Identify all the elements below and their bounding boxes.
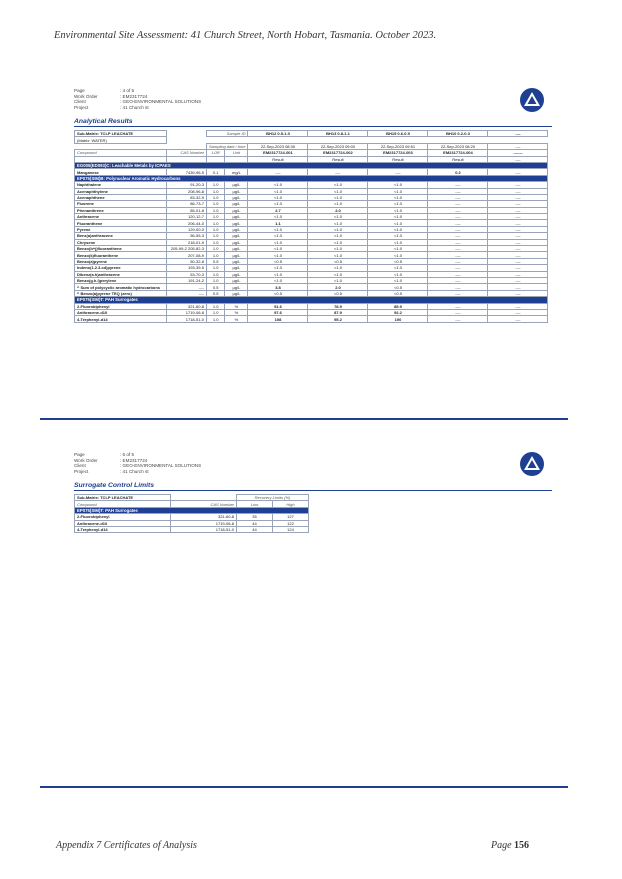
sample-id: BH15 0.6-0.9 bbox=[368, 131, 428, 137]
cas-number: 208-96-8 bbox=[167, 188, 207, 194]
result-value: <1.0 bbox=[368, 194, 428, 200]
result-value: ---- bbox=[428, 290, 488, 296]
sampling-date: 22-Sep-2023 08:30 bbox=[248, 143, 308, 149]
result-value: <1.0 bbox=[368, 271, 428, 277]
section-title: Surrogate Control Limits bbox=[74, 482, 552, 491]
meta-key: Work Order bbox=[74, 457, 98, 463]
result-value: <0.5 bbox=[368, 258, 428, 264]
cert1-meta bbox=[74, 88, 552, 116]
lor-value: 1.0 bbox=[207, 303, 225, 309]
unit-header: Unit bbox=[225, 150, 248, 156]
cas-number: 53-70-3 bbox=[167, 271, 207, 277]
compound-name: Dibenz(a.h)anthracene bbox=[75, 271, 167, 277]
result-value: <1.0 bbox=[248, 252, 308, 258]
meta-value: : GEO-ENVIRONMENTAL SOLUTIONS bbox=[120, 99, 202, 105]
compound-name: Fluorene bbox=[75, 201, 167, 207]
page-header: Environmental Site Assessment: 41 Church Street, North Hobart, Tasmania. October 2023. bbox=[54, 30, 437, 41]
unit-value: % bbox=[225, 316, 248, 322]
lab-id: EM2317724-004 bbox=[428, 150, 488, 156]
compound-name: ^ Sum of polycyclic aromatic hydrocarbons bbox=[75, 284, 167, 290]
lor-value: 1.0 bbox=[207, 214, 225, 220]
result-value: <1.0 bbox=[248, 239, 308, 245]
result-value: <0.5 bbox=[248, 290, 308, 296]
result-value: ---- bbox=[488, 284, 548, 290]
low-limit: 44 bbox=[237, 520, 273, 526]
cas-number: 91-20-3 bbox=[167, 182, 207, 188]
result-value: <1.0 bbox=[248, 246, 308, 252]
result-value: ---- bbox=[488, 309, 548, 315]
cas-number: 206-44-0 bbox=[167, 220, 207, 226]
result-value: ---- bbox=[428, 239, 488, 245]
cas-number: 205-99-2 205-82-3 bbox=[167, 246, 207, 252]
cas-number: 1718-51-0 bbox=[171, 526, 237, 532]
sample-id-label: Sample ID bbox=[207, 131, 248, 137]
result-label: Result bbox=[248, 156, 308, 162]
high-limit: 127 bbox=[273, 514, 309, 520]
cas-number: 1718-51-0 bbox=[167, 316, 207, 322]
unit-value: µg/L bbox=[225, 271, 248, 277]
unit-value: µg/L bbox=[225, 194, 248, 200]
result-value: ---- bbox=[428, 277, 488, 283]
compound-name: Benzo(k)fluoranthene bbox=[75, 252, 167, 258]
high-limit: 122 bbox=[273, 520, 309, 526]
result-value: ---- bbox=[488, 194, 548, 200]
result-value: <1.0 bbox=[308, 252, 368, 258]
compound-name: Benzo(g.h.i)perylene bbox=[75, 277, 167, 283]
unit-value: % bbox=[225, 303, 248, 309]
result-value: ---- bbox=[488, 220, 548, 226]
unit-value: µg/L bbox=[225, 188, 248, 194]
lor-value: 1.0 bbox=[207, 194, 225, 200]
unit-value: µg/L bbox=[225, 265, 248, 271]
result-value: ---- bbox=[488, 169, 548, 175]
result-value: ---- bbox=[428, 214, 488, 220]
sampling-date: ---- bbox=[488, 143, 548, 149]
compound-name: 2-Fluorobiphenyl bbox=[75, 303, 167, 309]
compound-name: 2-Fluorobiphenyl bbox=[75, 514, 171, 520]
result-value: ---- bbox=[428, 220, 488, 226]
result-value: ---- bbox=[428, 316, 488, 322]
cas-number: 218-01-9 bbox=[167, 239, 207, 245]
lor-value: 1.0 bbox=[207, 220, 225, 226]
result-value: <1.0 bbox=[308, 233, 368, 239]
result-value: ---- bbox=[428, 309, 488, 315]
lor-value: 1.0 bbox=[207, 188, 225, 194]
result-value: <0.5 bbox=[368, 290, 428, 296]
lor-value: 1.0 bbox=[207, 309, 225, 315]
group-band: EP075(SIM)B: Polynuclear Aromatic Hydrocarbons bbox=[75, 175, 548, 181]
lab-id: EM2317724-003 bbox=[368, 150, 428, 156]
high-header: High bbox=[273, 501, 309, 507]
compound-name: Acenaphthylene bbox=[75, 188, 167, 194]
meta-value: : 41 Church st bbox=[120, 104, 149, 110]
meta-value: : EM2317724 bbox=[120, 457, 148, 463]
unit-value: µg/L bbox=[225, 226, 248, 232]
als-triangle-icon bbox=[522, 454, 542, 474]
result-value: ---- bbox=[488, 277, 548, 283]
compound-name: 4-Terphenyl-d14 bbox=[75, 526, 171, 532]
meta-key: Page bbox=[74, 452, 85, 457]
unit-value: µg/L bbox=[225, 220, 248, 226]
result-value: <1.0 bbox=[308, 226, 368, 232]
lor-value: 1.0 bbox=[207, 226, 225, 232]
result-value: ---- bbox=[488, 246, 548, 252]
result-value: <1.0 bbox=[368, 265, 428, 271]
result-value: ---- bbox=[488, 252, 548, 258]
cas-header: CAS Number bbox=[171, 501, 237, 507]
unit-value: µg/L bbox=[225, 246, 248, 252]
result-value: 97.6 bbox=[248, 309, 308, 315]
cas-number: 83-32-9 bbox=[167, 194, 207, 200]
compound-name: Fluoranthene bbox=[75, 220, 167, 226]
meta-value: : GEO-ENVIRONMENTAL SOLUTIONS bbox=[120, 463, 202, 469]
result-value: 0.2 bbox=[428, 169, 488, 175]
meta-key: Project bbox=[74, 468, 89, 474]
result-value: 85.9 bbox=[368, 303, 428, 309]
cas-number: ---- bbox=[167, 290, 207, 296]
result-value: ---- bbox=[428, 284, 488, 290]
lor-value: 0.5 bbox=[207, 284, 225, 290]
unit-value: % bbox=[225, 309, 248, 315]
result-value: <1.0 bbox=[248, 201, 308, 207]
result-value: ---- bbox=[488, 188, 548, 194]
group-band: EP075(SIM)T: PAH Surrogates bbox=[75, 297, 548, 303]
result-value: ---- bbox=[488, 207, 548, 213]
compound-name: Acenaphthene bbox=[75, 194, 167, 200]
result-value: ---- bbox=[488, 265, 548, 271]
compound-name: ^ Benzo(a)pyrene TEQ (zero) bbox=[75, 290, 167, 296]
result-value: <1.0 bbox=[308, 265, 368, 271]
lor-value: 1.0 bbox=[207, 271, 225, 277]
result-value: <1.0 bbox=[368, 220, 428, 226]
lor-value: 1.0 bbox=[207, 252, 225, 258]
result-value: <1.0 bbox=[308, 201, 368, 207]
table-row bbox=[75, 316, 548, 322]
compound-name: Benz(a)anthracene bbox=[75, 233, 167, 239]
compound-header: Compound bbox=[75, 501, 171, 507]
result-value: ---- bbox=[308, 169, 368, 175]
result-value: <1.0 bbox=[368, 239, 428, 245]
result-value: <1.0 bbox=[368, 201, 428, 207]
result-value: 100 bbox=[368, 316, 428, 322]
meta-value: : 41 Church st bbox=[120, 468, 149, 474]
result-value: 95.2 bbox=[308, 316, 368, 322]
sample-id: ---- bbox=[488, 131, 548, 137]
recovery-limits-label: Recovery Limits (%) bbox=[237, 495, 309, 501]
result-value: ---- bbox=[428, 201, 488, 207]
result-value: ---- bbox=[428, 258, 488, 264]
cas-number: 193-39-5 bbox=[167, 265, 207, 271]
result-value: <1.0 bbox=[368, 246, 428, 252]
result-value: ---- bbox=[428, 226, 488, 232]
compound-name: Indeno(1.2.3.cd)pyrene bbox=[75, 265, 167, 271]
page-divider bbox=[40, 418, 568, 420]
result-value: <1.0 bbox=[368, 182, 428, 188]
result-value: <1.0 bbox=[248, 214, 308, 220]
cas-number: 56-55-3 bbox=[167, 233, 207, 239]
lab-id: EM2317724-001 bbox=[248, 150, 308, 156]
lor-value: 1.0 bbox=[207, 239, 225, 245]
cas-number: 129-00-0 bbox=[167, 226, 207, 232]
compound-name: Anthracene bbox=[75, 214, 167, 220]
result-value: <1.0 bbox=[248, 188, 308, 194]
result-value: 2.7 bbox=[248, 207, 308, 213]
sample-id: BH10 0.2-0.3 bbox=[428, 131, 488, 137]
result-value: <1.0 bbox=[248, 265, 308, 271]
compound-header: Compound bbox=[75, 150, 167, 156]
result-value: <1.0 bbox=[368, 226, 428, 232]
compound-name: Anthracene-d10 bbox=[75, 520, 171, 526]
meta-value: : EM2317724 bbox=[120, 93, 148, 99]
result-value: 87.9 bbox=[308, 309, 368, 315]
unit-value: µg/L bbox=[225, 252, 248, 258]
unit-value: µg/L bbox=[225, 258, 248, 264]
result-value: <1.0 bbox=[248, 233, 308, 239]
sampling-date: 22-Sep-2023 09:51 bbox=[368, 143, 428, 149]
meta-key: Work Order bbox=[74, 93, 98, 99]
meta-key: Client bbox=[74, 99, 86, 105]
compound-name: Manganese bbox=[75, 169, 167, 175]
lor-value: 1.0 bbox=[207, 265, 225, 271]
result-value: ---- bbox=[488, 258, 548, 264]
unit-value: µg/L bbox=[225, 290, 248, 296]
result-label: Result bbox=[428, 156, 488, 162]
sub-matrix-label: Sub-Matrix: TCLP LEACHATE bbox=[75, 495, 171, 501]
result-value: ---- bbox=[428, 246, 488, 252]
result-value: <1.0 bbox=[248, 182, 308, 188]
compound-name: Naphthalene bbox=[75, 182, 167, 188]
result-value: 91.6 bbox=[248, 303, 308, 309]
result-value: <1.0 bbox=[248, 194, 308, 200]
result-value: <1.0 bbox=[248, 226, 308, 232]
compound-name: 4-Terphenyl-d14 bbox=[75, 316, 167, 322]
lor-value: 1.0 bbox=[207, 246, 225, 252]
surrogate-limits-table bbox=[74, 494, 309, 533]
cas-number: 85-01-8 bbox=[167, 207, 207, 213]
page-divider bbox=[40, 786, 568, 788]
cas-number: 1719-06-8 bbox=[171, 520, 237, 526]
unit-value: µg/L bbox=[225, 207, 248, 213]
result-value: <1.0 bbox=[248, 271, 308, 277]
result-value: ---- bbox=[488, 239, 548, 245]
result-label: ---- bbox=[488, 156, 548, 162]
lab-id: ------- bbox=[488, 150, 548, 156]
result-value: ---- bbox=[488, 303, 548, 309]
unit-value: µg/L bbox=[225, 182, 248, 188]
lor-value: 0.5 bbox=[207, 258, 225, 264]
sampling-date: 22-Sep-2023 09:00 bbox=[308, 143, 368, 149]
footer-page-number: 156 bbox=[514, 840, 530, 851]
unit-value: µg/L bbox=[225, 201, 248, 207]
cas-number: 191-24-2 bbox=[167, 277, 207, 283]
lor-value: 1.0 bbox=[207, 182, 225, 188]
compound-name: Benzo(a)pyrene bbox=[75, 258, 167, 264]
cas-number: 321-60-8 bbox=[171, 514, 237, 520]
als-triangle-icon bbox=[522, 90, 542, 110]
unit-value: µg/L bbox=[225, 233, 248, 239]
result-value: <0.5 bbox=[248, 258, 308, 264]
unit-value: µg/L bbox=[225, 214, 248, 220]
result-value: <1.0 bbox=[308, 246, 368, 252]
cas-number: 321-60-8 bbox=[167, 303, 207, 309]
compound-name: Pyrene bbox=[75, 226, 167, 232]
sample-id: BH13 0.8-1.1 bbox=[308, 131, 368, 137]
result-value: ---- bbox=[428, 252, 488, 258]
low-limit: 35 bbox=[237, 514, 273, 520]
compound-name: Phenanthrene bbox=[75, 207, 167, 213]
cas-number: 7439-96-5 bbox=[167, 169, 207, 175]
result-value: <1.0 bbox=[308, 220, 368, 226]
result-value: 108 bbox=[248, 316, 308, 322]
cert2-meta bbox=[74, 452, 552, 480]
analytical-results-table bbox=[74, 130, 548, 323]
cas-number: 1719-06-8 bbox=[167, 309, 207, 315]
result-value: <1.0 bbox=[368, 214, 428, 220]
result-value: ---- bbox=[488, 290, 548, 296]
result-value: <1.0 bbox=[308, 271, 368, 277]
result-value: 1.1 bbox=[248, 220, 308, 226]
result-value: ---- bbox=[428, 182, 488, 188]
result-value: ---- bbox=[488, 201, 548, 207]
result-value: ---- bbox=[488, 214, 548, 220]
group-band: EG005(ED093)C: Leachable Metals by ICPAES bbox=[75, 162, 548, 168]
lor-value: 0.1 bbox=[207, 169, 225, 175]
footer-appendix: Appendix 7 Certificates of Analysis bbox=[56, 840, 197, 851]
cas-header: CAS Number bbox=[167, 150, 207, 156]
lor-header: LOR bbox=[207, 150, 225, 156]
result-value: <1.0 bbox=[368, 252, 428, 258]
table-row bbox=[75, 526, 309, 532]
result-value: ---- bbox=[428, 265, 488, 271]
result-value: ---- bbox=[428, 303, 488, 309]
sample-id: BH12 0.5-1.0 bbox=[248, 131, 308, 137]
result-value: <0.5 bbox=[368, 284, 428, 290]
meta-key: Project bbox=[74, 104, 89, 110]
lor-value: 1.0 bbox=[207, 316, 225, 322]
meta-key: Client bbox=[74, 463, 86, 469]
result-value: 78.9 bbox=[308, 303, 368, 309]
lor-value: 1.0 bbox=[207, 207, 225, 213]
als-logo-icon bbox=[520, 88, 544, 112]
result-value: ---- bbox=[488, 226, 548, 232]
result-value: <1.0 bbox=[308, 194, 368, 200]
unit-value: µg/L bbox=[225, 284, 248, 290]
result-value: ---- bbox=[248, 169, 308, 175]
result-value: ---- bbox=[368, 169, 428, 175]
group-band: EP075(SIM)T: PAH Surrogates bbox=[75, 507, 309, 513]
result-value: <1.0 bbox=[308, 277, 368, 283]
sub-matrix-label: Sub-Matrix: TCLP LEACHATE bbox=[75, 131, 167, 137]
result-value: <1.0 bbox=[368, 188, 428, 194]
lor-value: 1.0 bbox=[207, 277, 225, 283]
result-value: <1.0 bbox=[308, 214, 368, 220]
result-value: <1.0 bbox=[248, 277, 308, 283]
result-value: <0.5 bbox=[308, 290, 368, 296]
result-value: <1.0 bbox=[368, 277, 428, 283]
result-value: ---- bbox=[428, 271, 488, 277]
lor-value: 1.0 bbox=[207, 201, 225, 207]
cas-number: 120-12-7 bbox=[167, 214, 207, 220]
result-value: <1.0 bbox=[308, 182, 368, 188]
low-header: Low bbox=[237, 501, 273, 507]
result-label: Result bbox=[308, 156, 368, 162]
result-value: 92.2 bbox=[368, 309, 428, 315]
footer-page bbox=[491, 840, 529, 851]
result-value: ---- bbox=[488, 271, 548, 277]
unit-value: µg/L bbox=[225, 277, 248, 283]
result-value: ---- bbox=[488, 316, 548, 322]
matrix-label: (Matrix: WATER) bbox=[75, 137, 167, 143]
lab-id: EM2317724-002 bbox=[308, 150, 368, 156]
unit-value: mg/L bbox=[225, 169, 248, 175]
result-value: <0.5 bbox=[308, 258, 368, 264]
meta-value: : 4 of 5 bbox=[120, 88, 135, 93]
result-value: ---- bbox=[428, 194, 488, 200]
cas-number: 207-08-9 bbox=[167, 252, 207, 258]
result-value: <1.0 bbox=[368, 207, 428, 213]
meta-value: : 5 of 5 bbox=[120, 452, 135, 457]
lor-value: 0.5 bbox=[207, 290, 225, 296]
result-value: <1.0 bbox=[368, 233, 428, 239]
result-value: ---- bbox=[428, 233, 488, 239]
unit-value: µg/L bbox=[225, 239, 248, 245]
compound-name: Anthracene-d10 bbox=[75, 309, 167, 315]
result-value: ---- bbox=[428, 207, 488, 213]
high-limit: 124 bbox=[273, 526, 309, 532]
result-value: 2.0 bbox=[308, 284, 368, 290]
footer-page-label: Page bbox=[491, 840, 512, 851]
certificate-page-4 bbox=[74, 88, 552, 323]
result-value: 2.0 bbox=[308, 207, 368, 213]
low-limit: 44 bbox=[237, 526, 273, 532]
result-value: ---- bbox=[488, 233, 548, 239]
result-value: <1.0 bbox=[308, 188, 368, 194]
als-logo-icon bbox=[520, 452, 544, 476]
result-value: 3.8 bbox=[248, 284, 308, 290]
compound-name: Chrysene bbox=[75, 239, 167, 245]
cas-number: 86-73-7 bbox=[167, 201, 207, 207]
certificate-page-5 bbox=[74, 452, 552, 533]
lor-value: 1.0 bbox=[207, 233, 225, 239]
meta-key: Page bbox=[74, 88, 85, 93]
section-title: Analytical Results bbox=[74, 118, 552, 127]
result-value: ---- bbox=[488, 182, 548, 188]
cas-number: ---- bbox=[167, 284, 207, 290]
sampling-date: 22-Sep-2023 08:20 bbox=[428, 143, 488, 149]
result-value: <1.0 bbox=[308, 239, 368, 245]
cas-number: 50-32-8 bbox=[167, 258, 207, 264]
result-value: ---- bbox=[428, 188, 488, 194]
compound-name: Benzo(b+j)fluoranthene bbox=[75, 246, 167, 252]
result-label: Result bbox=[368, 156, 428, 162]
sampling-date-label: Sampling date / time bbox=[207, 143, 248, 149]
